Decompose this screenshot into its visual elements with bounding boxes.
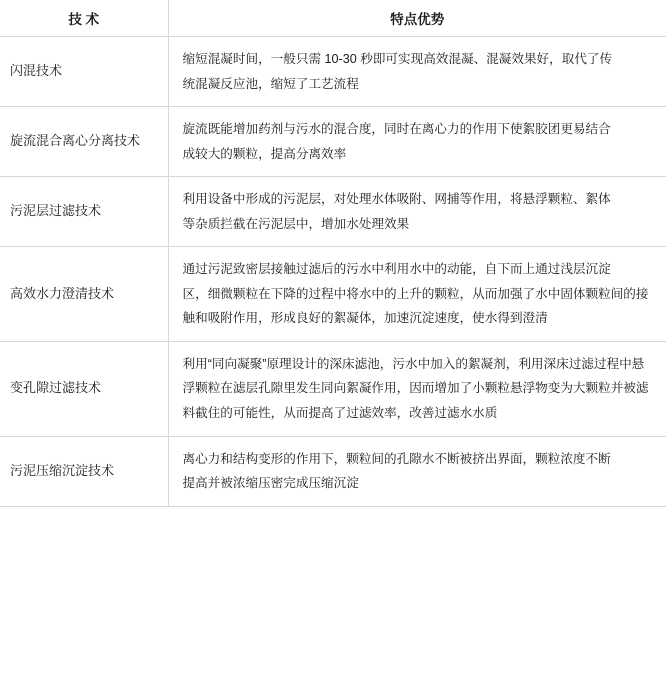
cell-features [168, 341, 666, 436]
cell-technology: 变孔隙过滤技术 [0, 341, 168, 436]
cell-technology: 高效水力澄清技术 [0, 247, 168, 342]
feature-line: 通过污泥致密层接触过滤后的污水中利用水中的动能，自下而上通过浅层沉淀 [182, 262, 611, 277]
feature-line: 提高并被浓缩压密完成压缩沉淀 [182, 476, 359, 491]
cell-technology: 闪混技术 [0, 37, 168, 107]
table-row [0, 37, 666, 107]
feature-line: 等杂质拦截在污泥层中，增加水处理效果 [182, 216, 410, 231]
feature-line: 统混凝反应池，缩短了工艺流程 [182, 76, 359, 91]
cell-technology: 污泥压缩沉淀技术 [0, 436, 168, 506]
cell-technology: 污泥层过滤技术 [0, 177, 168, 247]
table-header-row [0, 0, 666, 37]
feature-line: 利用设备中形成的污泥层，对处理水体吸附、网捕等作用，将悬浮颗粒、絮体 [182, 192, 611, 207]
column-header-technology: 技 术 [0, 0, 168, 37]
column-header-features: 特点优势 [168, 0, 666, 37]
cell-features [168, 107, 666, 177]
cell-features [168, 37, 666, 107]
table-row [0, 177, 666, 247]
feature-line: 利用“同向凝聚”原理设计的深床滤池，污水中加入的絮凝剂，利用深床过滤过程中悬浮颗粒在滤层孔隙里发生同向絮凝作用，因而增加了小颗粒悬浮物变为大颗粒并被滤料截住的可能性，从而提高了过滤效率，改善过滤水水质 [182, 356, 649, 421]
table-row [0, 247, 666, 342]
feature-line: 旋流既能增加药剂与污水的混合度，同时在离心力的作用下使絮胶团更易结合 [182, 122, 611, 137]
feature-line: 缩短混凝时间，一般只需 10-30 秒即可实现高效混凝、混凝效果好，取代了传 [182, 52, 613, 66]
feature-line: 成较大的颗粒，提高分离效率 [182, 146, 347, 161]
table-row [0, 107, 666, 177]
feature-line: 区，细微颗粒在下降的过程中将水中的上升的颗粒，从而加强了水中固体颗粒间的接触和吸附作用，形成良好的絮凝体，加速沉淀速度，使水得到澄清 [182, 286, 649, 326]
cell-features [168, 436, 666, 506]
feature-line: 离心力和结构变形的作用下，颗粒间的孔隙水不断被挤出界面，颗粒浓度不断 [182, 451, 611, 466]
table-row [0, 436, 666, 506]
cell-technology: 旋流混合离心分离技术 [0, 107, 168, 177]
table-header [0, 0, 666, 37]
cell-features [168, 247, 666, 342]
cell-features [168, 177, 666, 247]
table-row [0, 341, 666, 436]
table-body [0, 37, 666, 507]
